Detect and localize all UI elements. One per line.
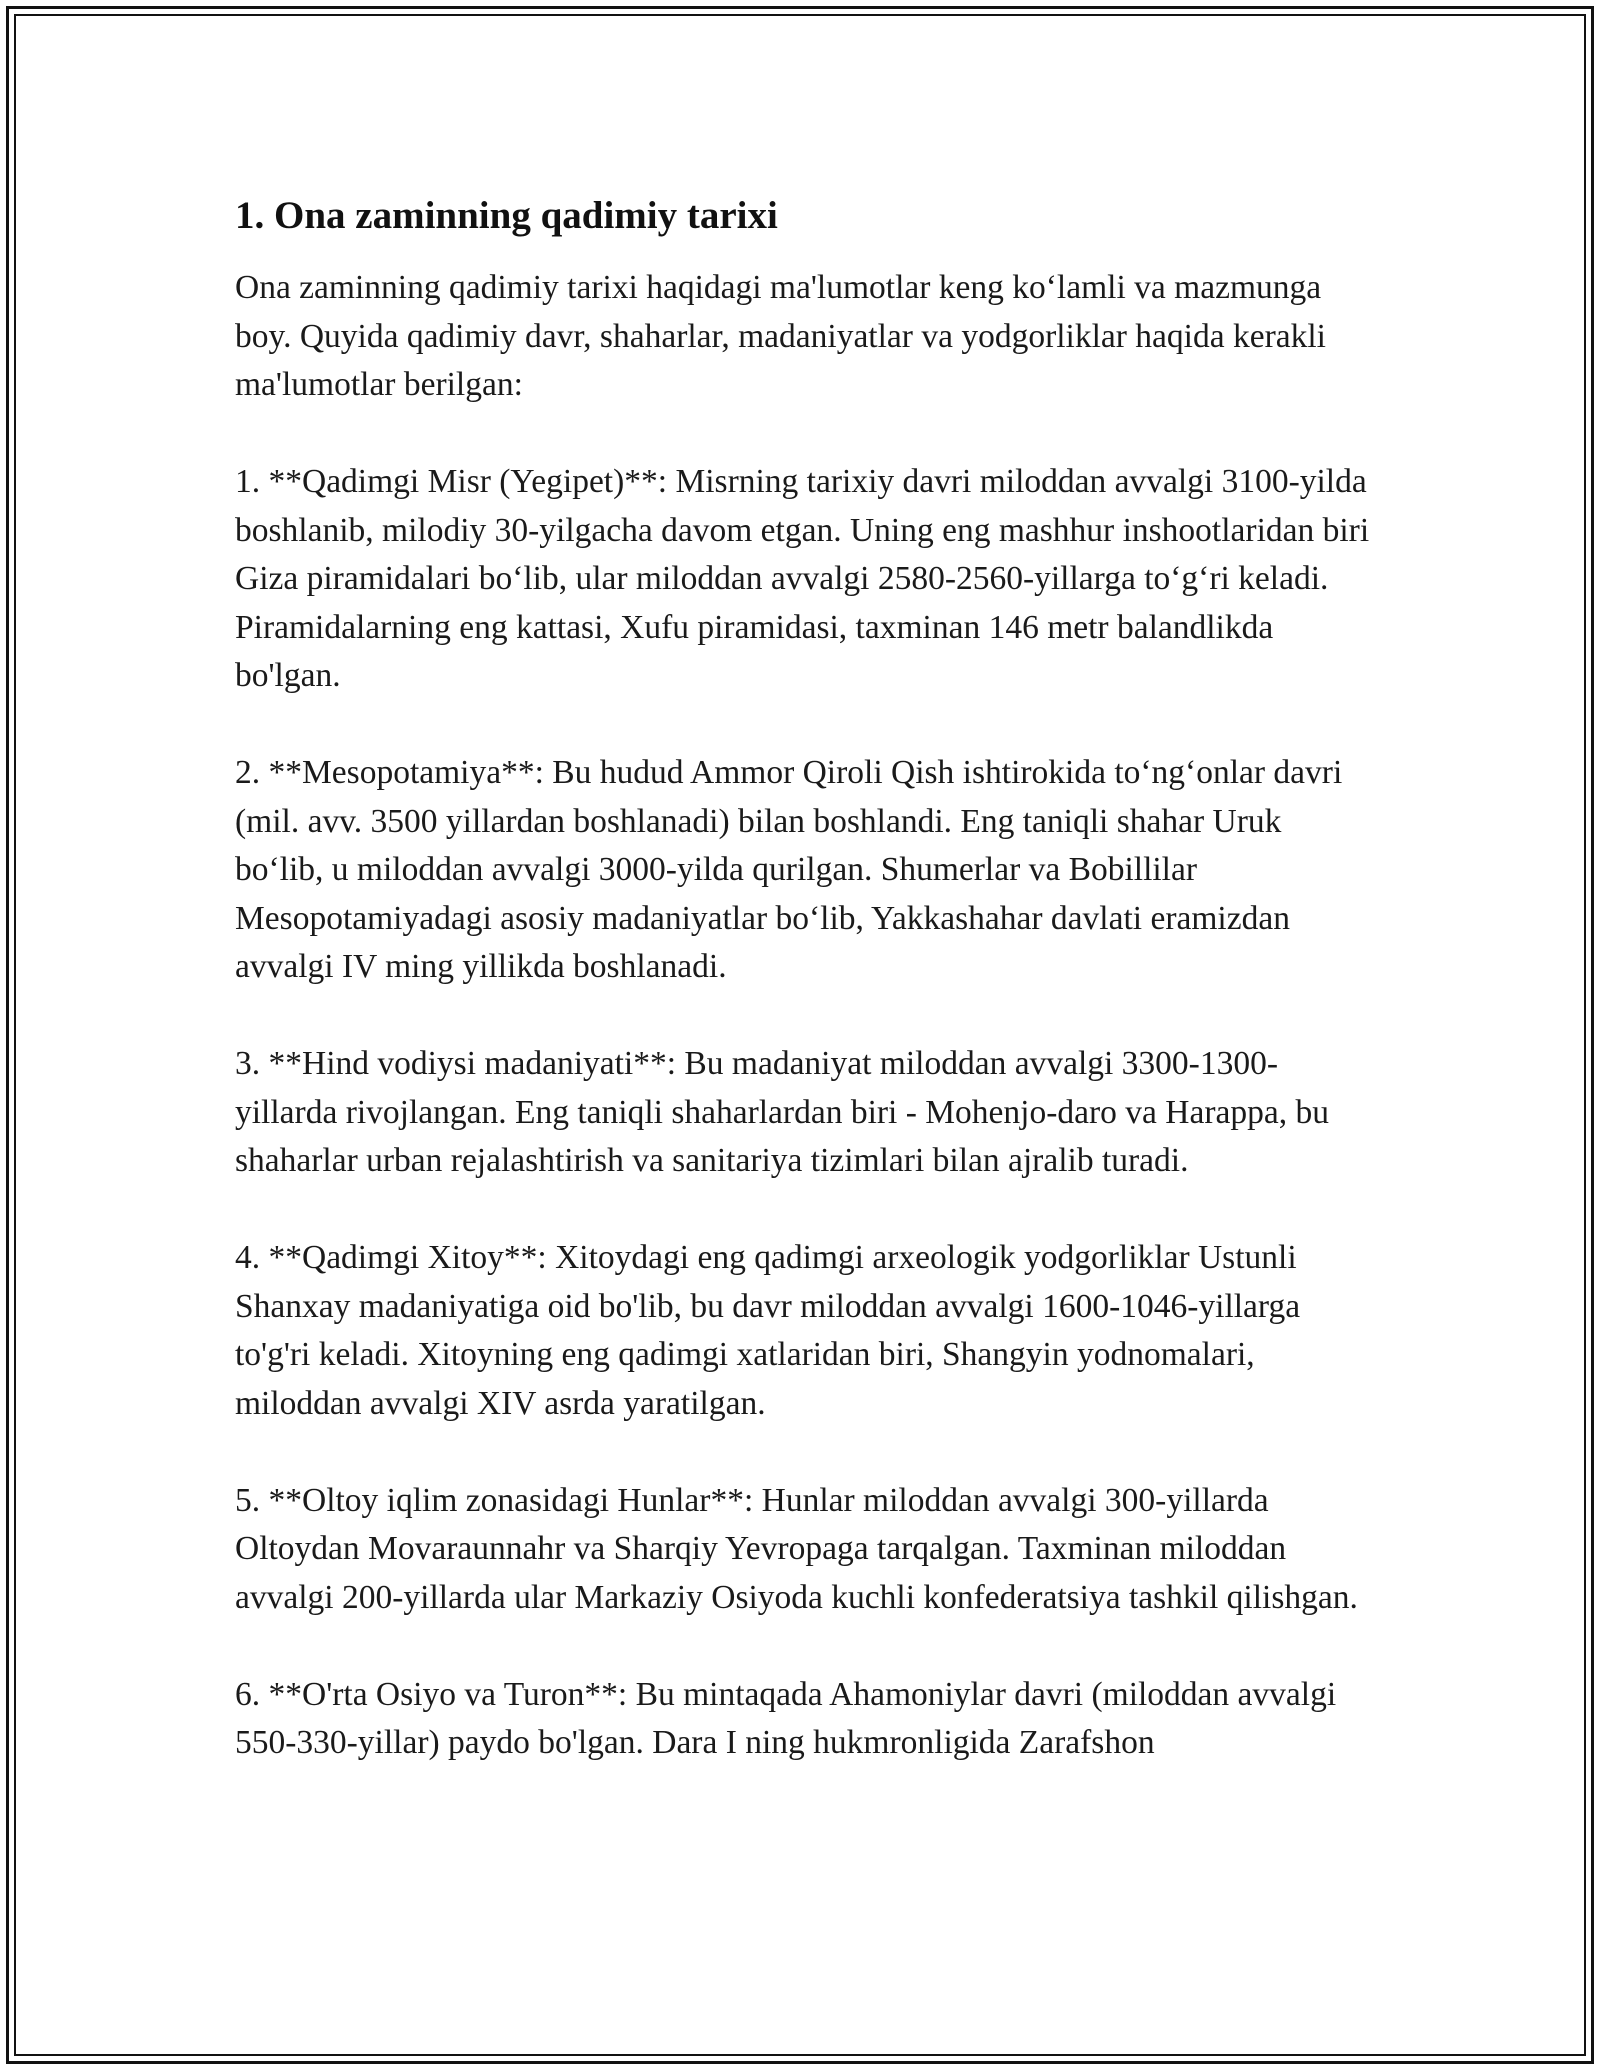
document-body	[235, 186, 1375, 1768]
intro-paragraph: Ona zaminning qadimiy tarixi haqidagi ma'lumotlar keng ko‘lamli va mazmunga boy. Quyida qadimiy davr, shaharlar, madaniyatlar va yodgorliklar haqida kerakli ma'lumotlar berilgan:	[235, 269, 1326, 403]
list-item-indus-valley: 3. **Hind vodiysi madaniyati**: Bu madaniyat miloddan avvalgi 3300-1300-yillarda rivojlangan. Eng taniqli shaharlardan biri - Mohenjo-daro va Harappa, bu shaharlar urban rejalashtirish va sanitariya tizimlari bilan ajralib turadi.	[235, 1045, 1329, 1179]
list-item-ancient-china: 4. **Qadimgi Xitoy**: Xitoydagi eng qadimgi arxeologik yodgorliklar Ustunli Shanxay madaniyatiga oid bo'lib, bu davr miloddan avvalgi 1600-1046-yillarga to'g'ri keladi. Xitoyning eng qadimgi xatlaridan biri, Shangyin yodnomalari, miloddan avvalgi XIV asrda yaratilgan.	[235, 1239, 1301, 1422]
list-item-central-asia-turan: 6. **O'rta Osiyo va Turon**: Bu mintaqada Ahamoniylar davri (miloddan avvalgi 550-330-yillar) paydo bo'lgan. Dara I ning hukmronligida Zarafshon	[235, 1675, 1337, 1761]
section-title: 1. Ona zaminning qadimiy tarixi	[235, 194, 778, 237]
list-item-huns: 5. **Oltoy iqlim zonasidagi Hunlar**: Hunlar miloddan avvalgi 300-yillarda Oltoydan Movaraunnahr va Sharqiy Yevropaga tarqalgan. Taxminan miloddan avvalgi 200-yillarda ular Markaziy Osiyoda kuchli konfederatsiya tashkil qilishgan.	[235, 1481, 1358, 1616]
list-item-mesopotamia: 2. **Mesopotamiya**: Bu hudud Ammor Qiroli Qish ishtirokida to‘ng‘onlar davri (mil. avv. 3500 yillardan boshlanadi) bilan boshlandi. Eng taniqli shahar Uruk bo‘lib, u miloddan avvalgi 3000-yilda qurilgan. Shumerlar va Bobillilar Mesopotamiyadagi asosiy madaniyatlar bo‘lib, Yakkashahar davlati eramizdan avvalgi IV ming yillikda boshlanadi.	[235, 754, 1343, 985]
list-item-ancient-egypt: 1. **Qadimgi Misr (Yegipet)**: Misrning tarixiy davri miloddan avvalgi 3100-yilda boshlanib, milodiy 30-yilgacha davom etgan. Uning eng mashhur inshootlaridan biri Giza piramidalari bo‘lib, ular miloddan avvalgi 2580-2560-yillarga to‘g‘ri keladi. Piramidalarning eng kattasi, Xufu piramidasi, taxminan 146 metr balandlikda bo'lgan.	[235, 463, 1370, 694]
